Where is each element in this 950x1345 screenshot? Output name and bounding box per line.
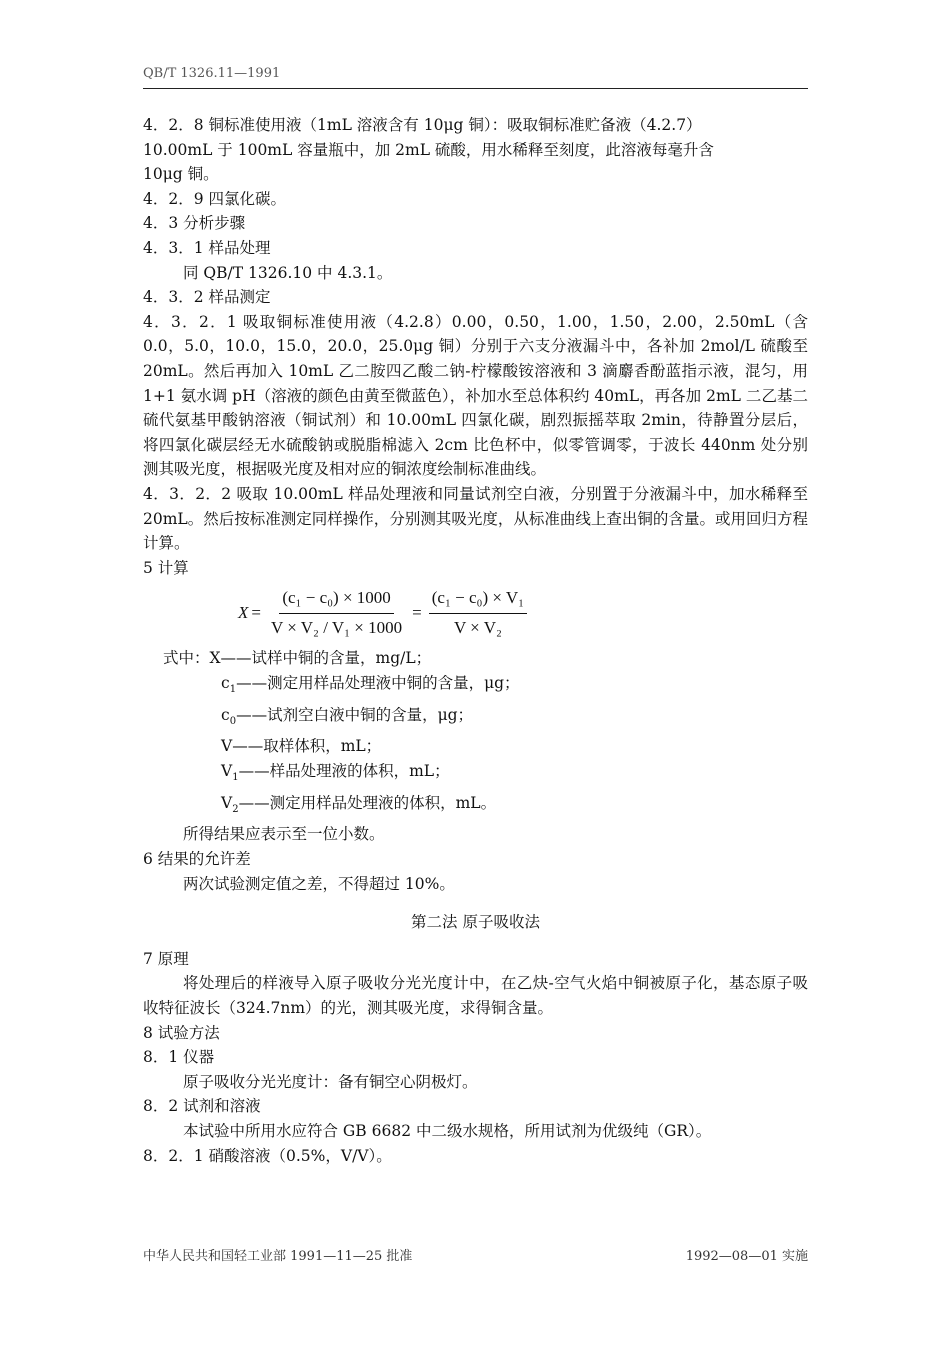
effective-date: 1992—08—01 实施 <box>685 1249 808 1264</box>
clause-8-2-heading: 8．2 试剂和溶液 <box>143 1097 261 1116</box>
clause-4-3-1-heading: 4．3．1 样品处理 <box>143 238 271 257</box>
clause-8-2-text: 本试验中所用水应符合 GB 6682 中二级水规格，所用试剂为优级纯（GR）。 <box>183 1121 712 1140</box>
variable-v1: $V_1——$样品处理液的体积，mL； <box>221 762 450 784</box>
copper-formula <box>238 586 808 640</box>
clause-4-3-2-2: 4．3．2．2 吸取 10.00mL 样品处理液和同量试剂空白液，分别置于分液漏斗中，加水稀释至 20mL。然后按标准测定同样操作，分别测其吸光度，从标准曲线上查出铜的含量。或用回归方程计算。 <box>143 484 808 553</box>
section-8-heading: 8 试验方法 <box>143 1023 220 1042</box>
result-precision-note: 所得结果应表示至一位小数。 <box>183 825 385 844</box>
clause-4-2-8-line-1: 4．2．8 铜标准使用液（1mL 溶液含有 10μg 铜）：吸取铜标准贮备液（4.2.7） <box>143 116 702 134</box>
section-7-text: 将处理后的样液导入原子吸收分光光度计中，在乙炔-空气火焰中铜被原子化，基态原子吸收特征波长（324.7nm）的光，测其吸光度，求得铜含量。 <box>143 974 808 1017</box>
clause-4-2-8-line-2: 10.00mL 于 100mL 容量瓶中，加 2mL 硫酸，用水稀释至刻度，此溶液每毫升含 <box>143 140 714 159</box>
clause-8-2-1: 8．2．1 硝酸溶液（0.5%，V/V）。 <box>143 1146 392 1165</box>
clause-4-3-heading: 4．3 分析步骤 <box>143 214 246 233</box>
formula-numerator-1: (c₁ − c₀) × 1000 <box>279 586 393 614</box>
formula-fraction-1 <box>268 586 405 640</box>
variable-v2: $V_2——$测定用样品处理液的体积，mL。 <box>221 793 497 815</box>
clause-4-3-2-1: 4．3．2．1 吸取铜标准使用液（4.2.8）0.00，0.50，1.00，1.50，2.00，2.50mL（含 0.0，5.0，10.0，15.0，20.0，25.0μg 铜）分别于六支分液漏斗中，各补加 2mol/L 硫酸至 20mL。然后再加入 10mL 乙二胺四乙酸二钠-柠檬酸铵溶液和 3 滴麝香酚蓝指示液，混匀，用 1+1 氨水调 pH（溶液的颜色由黄至微蓝色），补加水至总体积约 40mL，再各加 2mL 二乙基二硫代氨基甲酸钠溶液（铜试剂）和 10.00mL 四氯化碳，剧烈振摇萃取 2min，待静置分层后，将四氯化碳层经无水硫酸钠或脱脂棉滤入 2cm 比色杯中，似零管调零，于波长 440nm 处分别测其吸光度，根据吸光度及相对应的铜浓度绘制标准曲线。 <box>143 312 808 479</box>
variable-v: V——取样体积，mL； <box>221 737 382 756</box>
formula-denominator-1: V × V₂ / V₁ × 1000 <box>270 617 403 637</box>
formula-denominator-2: V × V₂ <box>453 617 502 637</box>
variable-x: 式中：X——试样中铜的含量，mg/L； <box>163 649 432 668</box>
document-code: QB/T 1326.11—1991 <box>143 66 281 81</box>
clause-8-1-heading: 8．1 仪器 <box>143 1048 215 1067</box>
document-body <box>143 113 808 1168</box>
section-7-heading: 7 原理 <box>143 949 189 968</box>
formula-lhs: X <box>238 603 249 623</box>
header-rule <box>143 88 808 89</box>
clause-8-1-text: 原子吸收分光光度计：备有铜空心阴极灯。 <box>183 1072 478 1091</box>
clause-4-3-2-heading: 4．3．2 样品测定 <box>143 288 271 307</box>
clause-4-2-8-line-3: 10μg 铜。 <box>143 165 219 184</box>
clause-4-3-1-text: 同 QB/T 1326.10 中 4.3.1。 <box>183 263 393 282</box>
section-6-heading: 6 结果的允许差 <box>143 850 251 868</box>
clause-4-2-9: 4．2．9 四氯化碳。 <box>143 189 287 208</box>
variable-c1: $c_1——$测定用样品处理液中铜的含量，μg； <box>221 674 520 696</box>
variable-c0: $c_0——$试剂空白液中铜的含量，μg； <box>221 705 474 727</box>
approval-date: 中华人民共和国轻工业部 1991—11—25 批准 <box>143 1249 413 1264</box>
method-2-title: 第二法 原子吸收法 <box>411 913 540 932</box>
section-6-text: 两次试验测定值之差，不得超过 10%。 <box>183 874 455 893</box>
section-5-heading: 5 计算 <box>143 558 189 577</box>
formula-fraction-2 <box>429 586 527 640</box>
formula-numerator-2: (c₁ − c₀) × V₁ <box>429 586 527 614</box>
formula-equals-2: = <box>412 603 422 623</box>
formula-equals-1: = <box>251 603 261 623</box>
